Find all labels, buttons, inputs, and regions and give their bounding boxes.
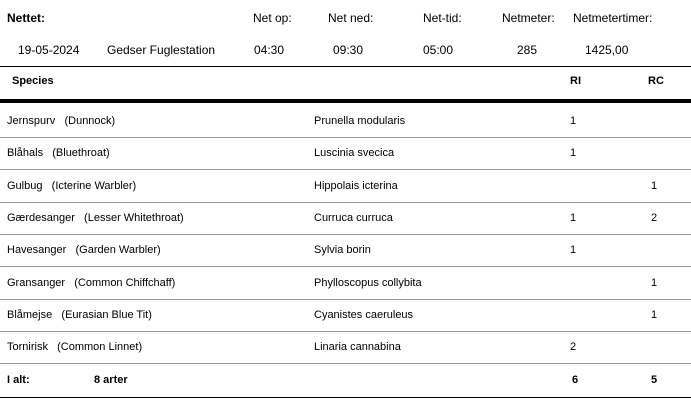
- english-name: (Common Linnet): [57, 341, 143, 353]
- table-row: [0, 171, 691, 203]
- scientific-name: Luscinia svecica: [314, 147, 395, 159]
- ri-value: 1: [570, 147, 577, 159]
- danish-name: Tornirisk: [7, 341, 48, 353]
- net-title: Nettet:: [7, 11, 45, 25]
- rc-value: 1: [651, 277, 658, 289]
- species-name: [7, 277, 175, 289]
- english-name: (Lesser Whitethroat): [84, 212, 184, 224]
- scientific-name: Phylloscopus collybita: [314, 277, 422, 289]
- species-name: [7, 115, 115, 127]
- danish-name: Gulbug: [7, 180, 43, 192]
- scientific-name: Hippolais icterina: [314, 180, 398, 192]
- net-ned-label: Net ned:: [328, 11, 374, 25]
- total-row: [0, 364, 691, 396]
- english-name: (Garden Warbler): [75, 244, 161, 256]
- total-rc: 5: [651, 374, 658, 386]
- net-op-value: 04:30: [254, 43, 285, 57]
- danish-name: Havesanger: [7, 244, 67, 256]
- english-name: (Eurasian Blue Tit): [61, 309, 152, 321]
- scientific-name: Cyanistes caeruleus: [314, 309, 414, 321]
- table-row: [0, 235, 691, 267]
- total-species-count: 8 arter: [94, 374, 128, 386]
- danish-name: Blåhals: [7, 147, 44, 159]
- ri-value: 1: [570, 212, 577, 224]
- net-tid-value: 05:00: [423, 43, 454, 57]
- table-row: [0, 106, 691, 138]
- ri-value: 2: [570, 341, 577, 353]
- scientific-name: Sylvia borin: [314, 244, 371, 256]
- station-value: Gedser Fuglestation: [107, 43, 216, 57]
- english-name: (Dunnock): [64, 115, 116, 127]
- danish-name: Jernspurv: [7, 115, 56, 127]
- net-op-label: Net op:: [253, 11, 292, 25]
- scientific-name: Curruca curruca: [314, 212, 393, 224]
- netmeter-label: Netmeter:: [502, 11, 555, 25]
- species-name: [7, 341, 142, 353]
- scientific-name: Linaria cannabina: [314, 341, 401, 353]
- species-name: [7, 244, 161, 256]
- ri-value: 1: [570, 115, 577, 127]
- netmeter-value: 285: [517, 43, 538, 57]
- table-row: [0, 300, 691, 332]
- footer-divider: [0, 397, 691, 398]
- column-header-divider: [0, 99, 691, 103]
- date-value: 19-05-2024: [18, 43, 80, 57]
- rc-value: 1: [651, 180, 658, 192]
- ri-column-header: RI: [570, 75, 581, 87]
- english-name: (Bluethroat): [52, 147, 110, 159]
- english-name: (Icterine Warbler): [51, 180, 137, 192]
- danish-name: Gærdesanger: [7, 212, 75, 224]
- species-column-header: Species: [12, 75, 54, 87]
- netmetertimer-label: Netmetertimer:: [573, 11, 653, 25]
- netmetertimer-value: 1425,00: [585, 43, 629, 57]
- table-row: [0, 332, 691, 364]
- ri-value: 1: [570, 244, 577, 256]
- species-name: [7, 309, 152, 321]
- net-ned-value: 09:30: [333, 43, 364, 57]
- table-row: [0, 138, 691, 170]
- species-name: [7, 147, 110, 159]
- species-name: [7, 212, 184, 224]
- net-info-header: [0, 0, 691, 68]
- table-row: [0, 203, 691, 235]
- rc-column-header: RC: [648, 75, 664, 87]
- rc-value: 1: [651, 309, 658, 321]
- english-name: (Common Chiffchaff): [74, 277, 176, 289]
- net-tid-label: Net-tid:: [423, 11, 462, 25]
- header-divider: [0, 66, 691, 67]
- danish-name: Blåmejse: [7, 309, 53, 321]
- total-ri: 6: [572, 374, 579, 386]
- scientific-name: Prunella modularis: [314, 115, 406, 127]
- danish-name: Gransanger: [7, 277, 66, 289]
- column-header-row: [0, 68, 691, 100]
- total-label: I alt:: [7, 374, 30, 386]
- table-row: [0, 268, 691, 300]
- rc-value: 2: [651, 212, 658, 224]
- species-name: [7, 180, 136, 192]
